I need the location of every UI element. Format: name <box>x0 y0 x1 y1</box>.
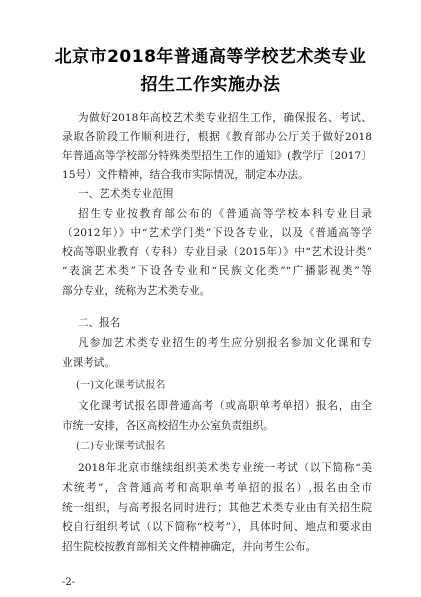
paragraph-line: 市统一安排，各区高校招生办公室负责组织。 <box>62 420 274 432</box>
paragraph-line: “表演艺术类”下设各专业和“民族文化类”“广播影视类”等 <box>62 265 372 277</box>
paragraph-line: 2018年北京市继续组织美术类专业统一考试（以下简称“美 <box>78 462 372 474</box>
paragraph-line: 为做好2018年高校艺术类专业招生工作，确保报名、考试、 <box>78 112 372 124</box>
paragraph-line: 文化课考试报名即普通高考（或高职单考单招）报名，由全 <box>78 400 372 412</box>
subsection-heading: (一)文化课考试报名 <box>76 380 166 391</box>
subsection-heading: (二)专业课考试报名 <box>76 441 166 452</box>
paragraph-line: 凡参加艺术类专业招生的考生应分别报名参加文化课和专 <box>78 337 372 349</box>
paragraph-line: 业课考试。 <box>62 357 115 369</box>
section-heading: 一、艺术类专业范围 <box>78 188 174 200</box>
section-heading: 二、报名 <box>78 317 121 329</box>
document-title-line1: 北京市2018年普通高等学校艺术类专业 <box>54 47 367 67</box>
paragraph-line: 15号）文件精神，结合我市实际情况，制定本办法。 <box>62 169 309 181</box>
paragraph-line: 校高等职业教育（专科）专业目录（2015年）》中“艺术设计类” <box>62 246 372 258</box>
paragraph-line: 校自行组织考试（以下简称“校考”），具体时间、地点和要求由 <box>62 521 372 533</box>
paragraph-line: （2012年）》中“艺术学门类”下设各专业，以及《普通高等学 <box>62 227 372 239</box>
paragraph-line: 年普通高等学校部分特殊类型招生工作的通知》(教学厅〔2017〕 <box>62 150 372 162</box>
document-title-line2: 招生工作实施办法 <box>140 75 281 95</box>
paragraph-line: 术统考”，含普通高考和高职单考单招的报名）,报名由全市 <box>62 482 372 494</box>
page-number: -2- <box>62 577 76 588</box>
paragraph-line: 招生院校按教育部相关文件精神确定，并向考生公布。 <box>62 541 317 553</box>
paragraph-line: 招生专业按教育部公布的《普通高等学校本科专业目录 <box>78 208 372 220</box>
paragraph-line: 统一组织，与高考报名同时进行；其他艺术类专业由有关招生院 <box>62 502 372 514</box>
paragraph-line: 录取各阶段工作顺利进行，根据《教育部办公厅关于做好2018 <box>62 131 372 143</box>
paragraph-line: 部分专业，统称为艺术类专业。 <box>62 285 211 297</box>
